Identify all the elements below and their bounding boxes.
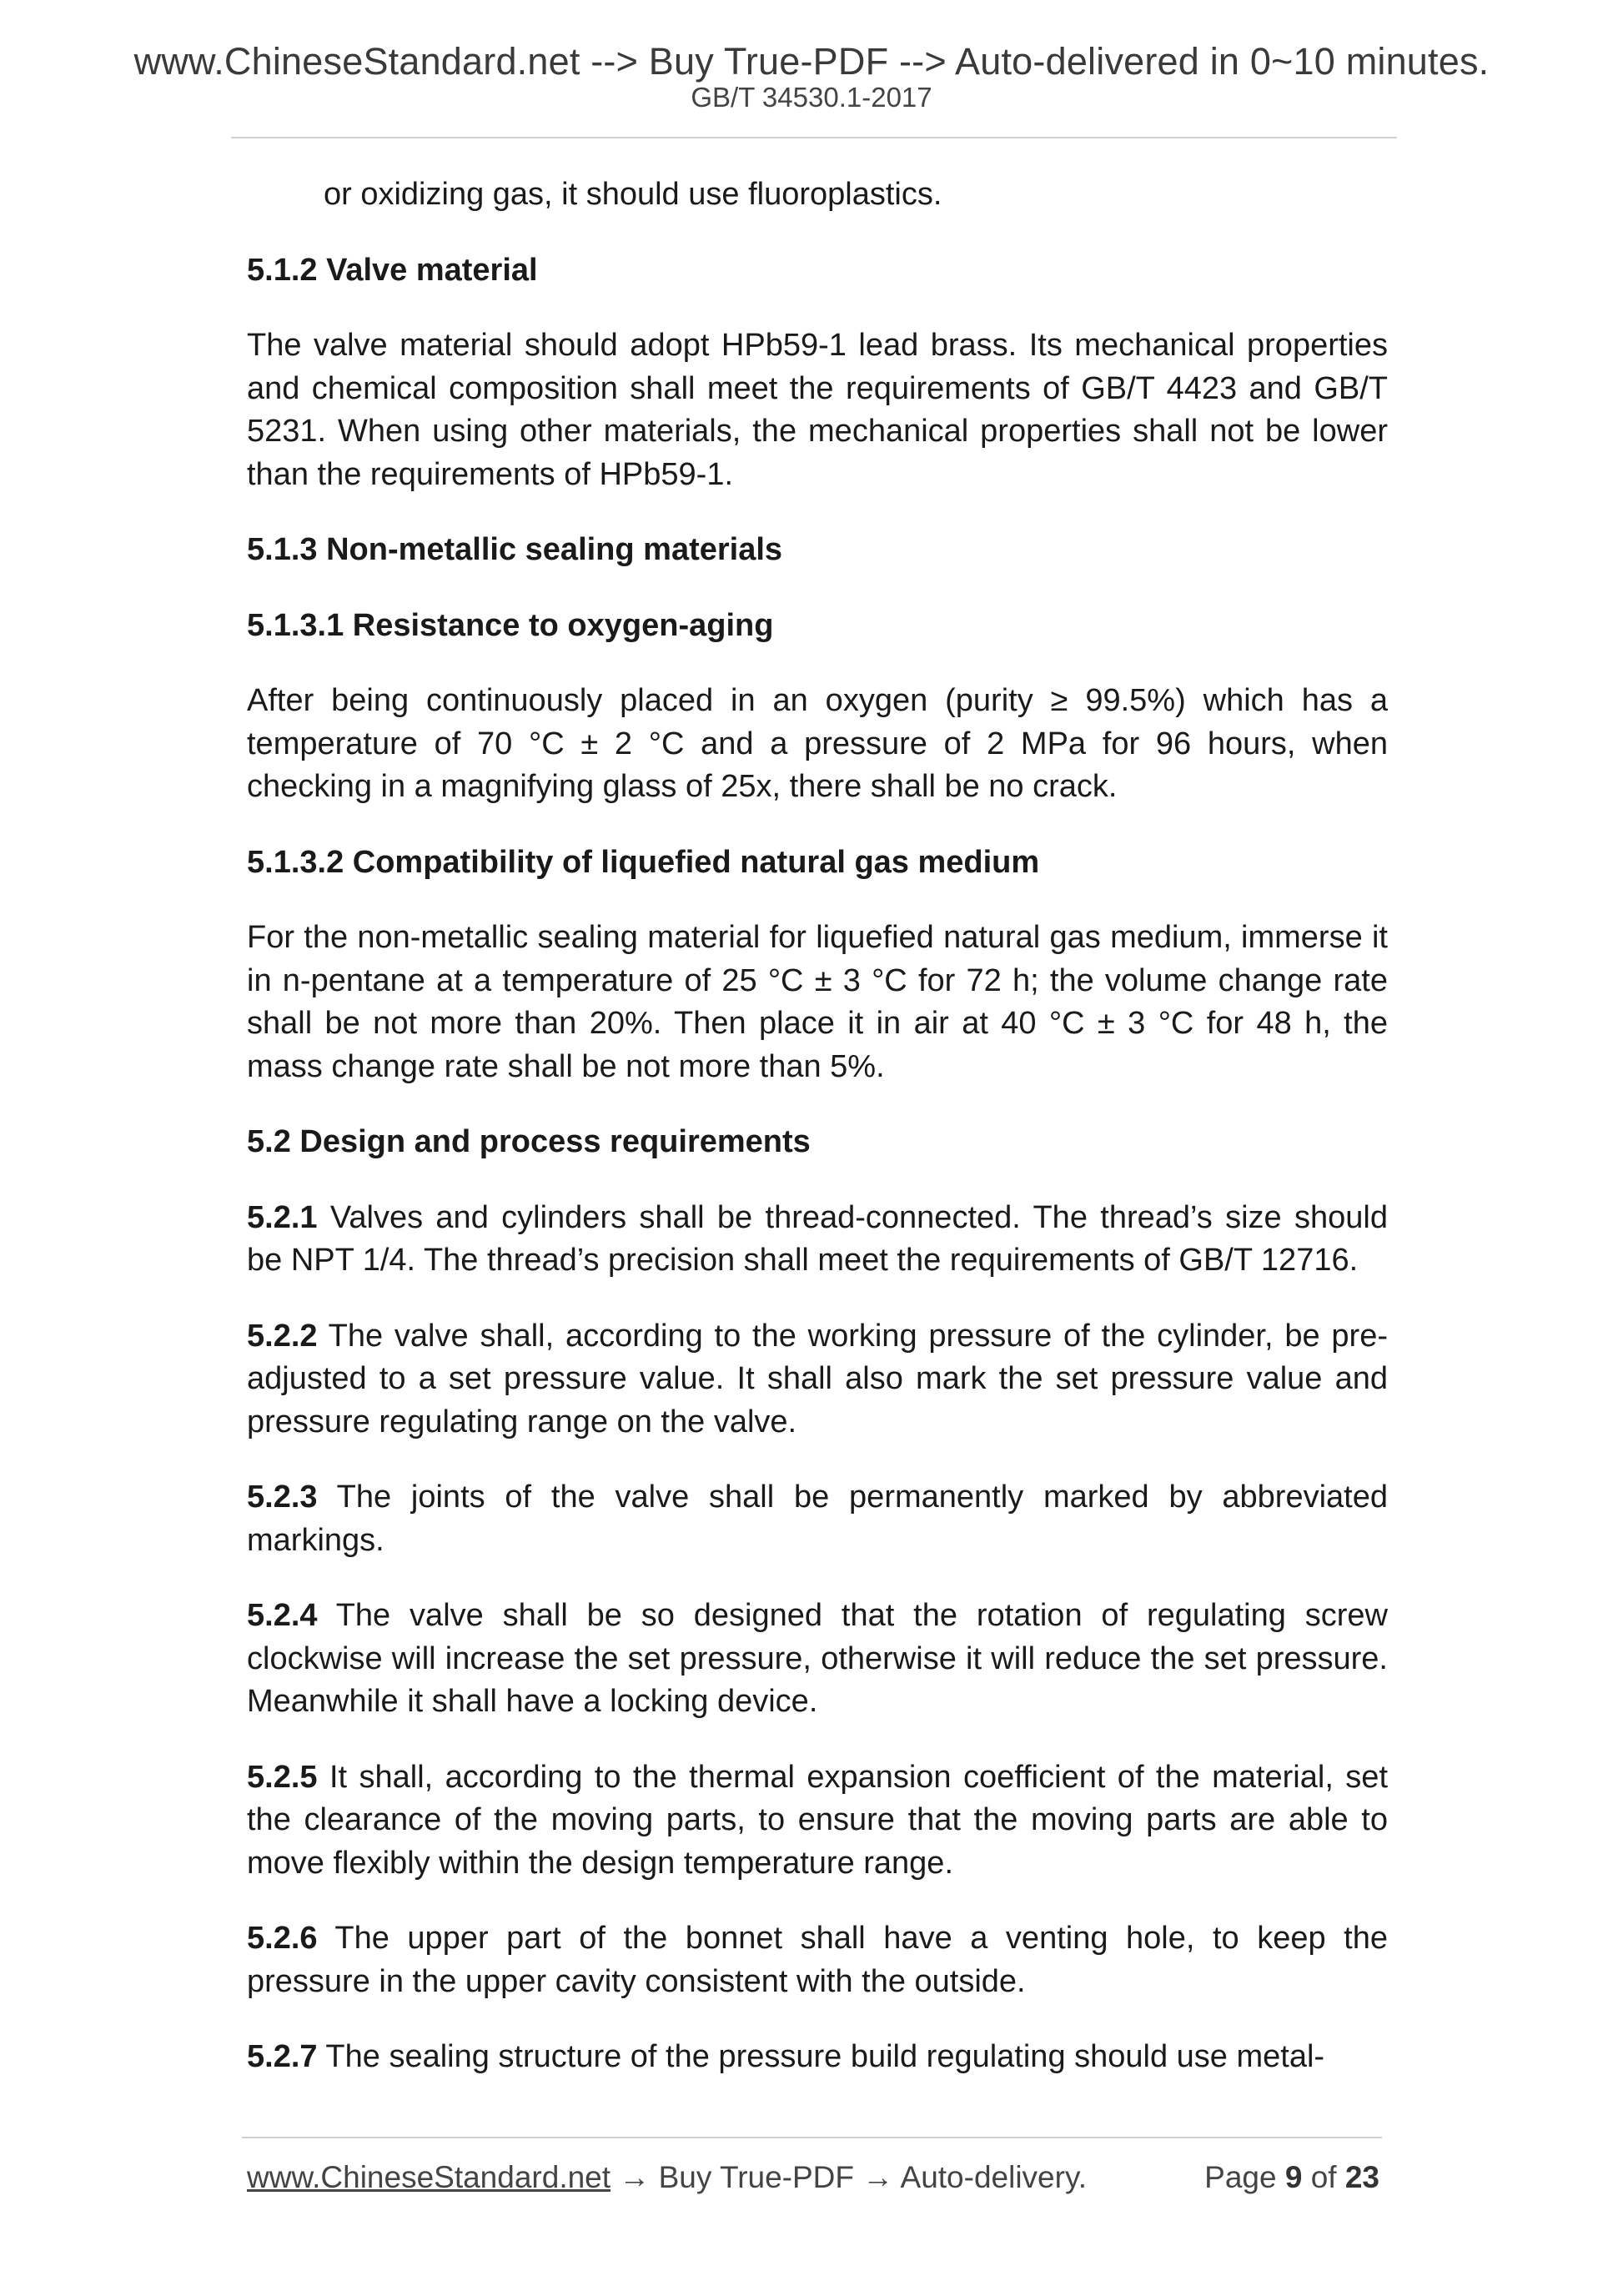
clause-number: 5.2.3 xyxy=(247,1480,318,1515)
page-footer xyxy=(247,2160,1379,2195)
document-code: GB/T 34530.1-2017 xyxy=(691,82,932,113)
page-number: 9 xyxy=(1284,2160,1303,2194)
continued-paragraph: or oxidizing gas, it should use fluoroplastics. xyxy=(324,177,942,212)
clause-5-2-6 xyxy=(247,1917,1388,2003)
paragraph-5-1-3-1: After being continuously placed in an oxygen (purity ≥ 99.5%) which has a temperature of 70 °C ± 2 °C and a pressure of 2 MPa for 96 hours, when checking in a magnifying glass of 25x, there shall be no crack. xyxy=(247,683,1388,804)
clause-number: 5.2.1 xyxy=(247,1199,318,1235)
site-banner: www.ChineseStandard.net --> Buy True-PDF --> Auto-delivered in 0~10 minutes. xyxy=(133,40,1490,83)
clause-text: Valves and cylinders shall be thread-connected. The thread’s size should be NPT 1/4. The thread’s precision shall meet the requirements of GB/T 12716. xyxy=(247,1199,1388,1278)
page-total: 23 xyxy=(1344,2160,1379,2194)
clause-number: 5.2.5 xyxy=(247,1759,318,1795)
clause-text: The valve shall, according to the working pressure of the cylinder, be pre-adjusted to a set pressure value. It shall also mark the set pressure value and pressure regulating range on the valve. xyxy=(247,1318,1388,1439)
clause-text: The upper part of the bonnet shall have a venting hole, to keep the pressure in the upper cavity consistent with the outside. xyxy=(247,1921,1388,1999)
clause-5-2-4 xyxy=(247,1595,1388,1724)
heading-5-1-3-1: 5.1.3.1 Resistance to oxygen-aging xyxy=(247,607,774,643)
footer-site-link[interactable]: www.ChineseStandard.net xyxy=(247,2160,611,2194)
clause-5-2-1 xyxy=(247,1197,1388,1283)
clause-number: 5.2.2 xyxy=(247,1318,318,1354)
of-label: of xyxy=(1302,2160,1345,2194)
clause-number: 5.2.7 xyxy=(247,2039,318,2074)
clause-number: 5.2.4 xyxy=(247,1598,318,1633)
clause-5-2-5 xyxy=(247,1756,1388,1886)
clause-text: It shall, according to the thermal expansion coefficient of the material, set the clearance of the moving parts, to ensure that the moving parts are able to move flexibly within the design temperature range. xyxy=(247,1759,1388,1881)
heading-5-1-2: 5.1.2 Valve material xyxy=(247,252,538,288)
page-label: Page xyxy=(1204,2160,1285,2194)
clause-text: The valve shall be so designed that the rotation of regulating screw clockwise will increase the set pressure, otherwise it will reduce the set pressure. Meanwhile it shall have a locking device. xyxy=(247,1598,1388,1719)
clause-text: The sealing structure of the pressure build regulating should use metal- xyxy=(317,2039,1325,2074)
page-indicator xyxy=(1204,2160,1379,2195)
header-divider xyxy=(231,137,1397,138)
footer-tagline: → Buy True-PDF → Auto-delivery. xyxy=(611,2160,1087,2194)
clause-5-2-2 xyxy=(247,1315,1388,1444)
page-body xyxy=(247,173,1388,2112)
heading-5-1-3-2: 5.1.3.2 Compatibility of liquefied natural gas medium xyxy=(247,844,1040,880)
clause-5-2-7 xyxy=(247,2036,1388,2079)
clause-number: 5.2.6 xyxy=(247,1921,318,1956)
paragraph-5-1-2: The valve material should adopt HPb59-1 lead brass. Its mechanical properties and chemical composition shall meet the requirements of GB/T 4423 and GB/T 5231. When using other materials, the mechanical properties shall not be lower than the requirements of HPb59-1. xyxy=(247,328,1388,492)
heading-5-2: 5.2 Design and process requirements xyxy=(247,1124,811,1159)
clause-5-2-3 xyxy=(247,1476,1388,1562)
clause-text: The joints of the valve shall be permanently marked by abbreviated markings. xyxy=(247,1480,1388,1558)
heading-5-1-3: 5.1.3 Non-metallic sealing materials xyxy=(247,532,783,567)
footer-divider xyxy=(242,2137,1382,2138)
paragraph-5-1-3-2: For the non-metallic sealing material for liquefied natural gas medium, immerse it in n-pentane at a temperature of 25 °C ± 3 °C for 72 h; the volume change rate shall be not more than 20%. Then place it in air at 40 °C ± 3 °C for 48 h, the mass change rate shall be not more than 5%. xyxy=(247,920,1388,1084)
